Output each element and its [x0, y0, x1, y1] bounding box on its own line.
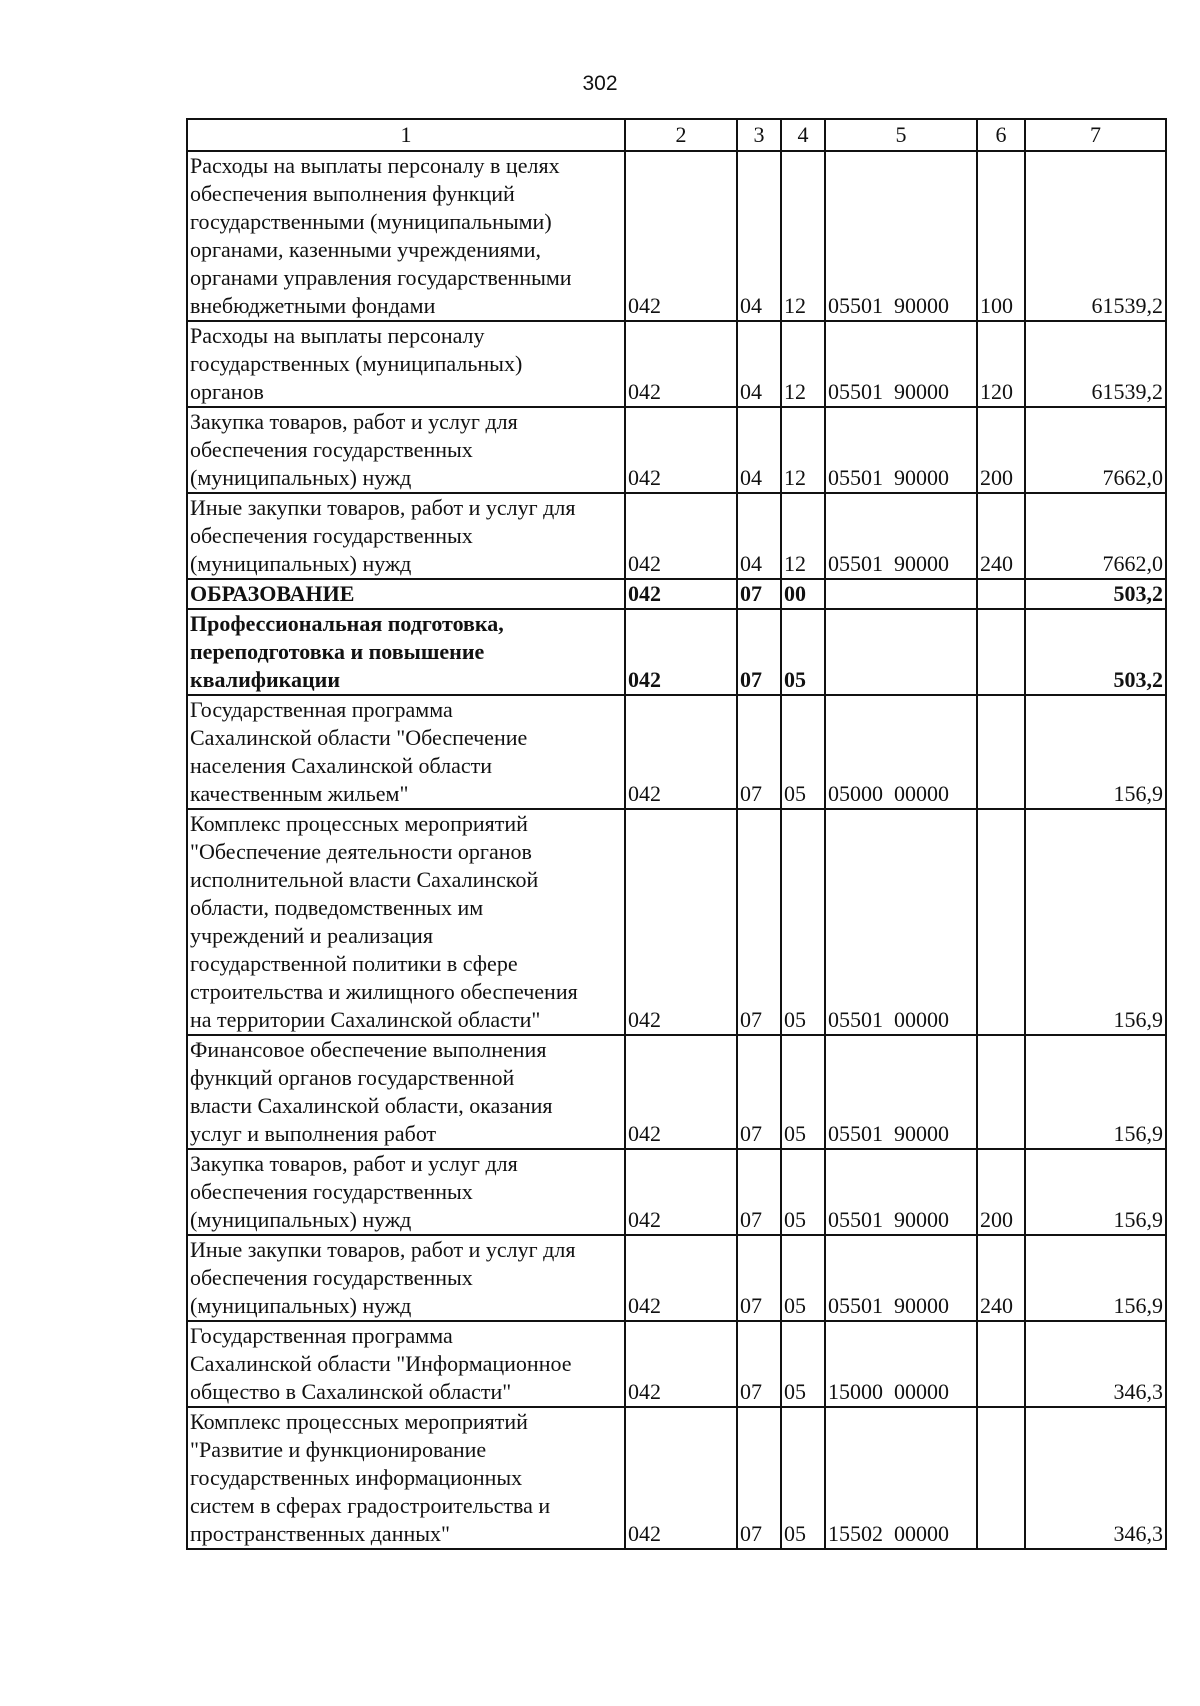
row-target-article: 15000 00000: [825, 1321, 977, 1407]
row-expense-type: [977, 609, 1025, 695]
row-ministry-code: 042: [625, 321, 737, 407]
row-expense-type: [977, 1321, 1025, 1407]
page-number: 302: [582, 72, 618, 95]
row-section-code: 07: [737, 1149, 781, 1235]
row-description: Комплекс процессных мероприятий "Развитие и функционирование государственных информационных систем в сферах градостроительства и пространственных данных": [187, 1407, 625, 1549]
row-section-code: 04: [737, 321, 781, 407]
row-description: ОБРАЗОВАНИЕ: [187, 579, 625, 609]
row-description: Финансовое обеспечение выполнения функций органов государственной власти Сахалинской области, оказания услуг и выполнения работ: [187, 1035, 625, 1149]
row-subsection-code: 05: [781, 1321, 825, 1407]
row-amount: 61539,2: [1025, 321, 1166, 407]
row-target-article: [825, 579, 977, 609]
table-row: [187, 321, 1166, 407]
row-description: Иные закупки товаров, работ и услуг для обеспечения государственных (муниципальных) нужд: [187, 493, 625, 579]
row-target-article: 05501 90000: [825, 321, 977, 407]
row-subsection-code: 00: [781, 579, 825, 609]
row-expense-type: 240: [977, 1235, 1025, 1321]
row-amount: 156,9: [1025, 1035, 1166, 1149]
row-expense-type: 200: [977, 407, 1025, 493]
row-ministry-code: 042: [625, 609, 737, 695]
table-row: [187, 1407, 1166, 1549]
row-target-article: 05501 90000: [825, 1235, 977, 1321]
row-subsection-code: 12: [781, 407, 825, 493]
row-ministry-code: 042: [625, 1235, 737, 1321]
row-amount: 7662,0: [1025, 493, 1166, 579]
header-col-2: 2: [625, 119, 737, 151]
table-row: [187, 407, 1166, 493]
row-ministry-code: 042: [625, 579, 737, 609]
row-subsection-code: 05: [781, 1407, 825, 1549]
row-section-code: 07: [737, 1235, 781, 1321]
table-row: [187, 579, 1166, 609]
row-description: Государственная программа Сахалинской области "Информационное общество в Сахалинской области": [187, 1321, 625, 1407]
row-target-article: [825, 609, 977, 695]
row-amount: 156,9: [1025, 1235, 1166, 1321]
table-row: [187, 809, 1166, 1035]
row-target-article: 05501 00000: [825, 809, 977, 1035]
header-col-4: 4: [781, 119, 825, 151]
row-section-code: 04: [737, 493, 781, 579]
row-amount: 503,2: [1025, 579, 1166, 609]
row-ministry-code: 042: [625, 1321, 737, 1407]
budget-table: [186, 118, 1167, 1550]
row-subsection-code: 12: [781, 493, 825, 579]
row-subsection-code: 05: [781, 1235, 825, 1321]
row-target-article: 05501 90000: [825, 1149, 977, 1235]
row-target-article: 05501 90000: [825, 493, 977, 579]
row-expense-type: [977, 1407, 1025, 1549]
row-expense-type: 120: [977, 321, 1025, 407]
row-description: Иные закупки товаров, работ и услуг для обеспечения государственных (муниципальных) нужд: [187, 1235, 625, 1321]
row-expense-type: [977, 1035, 1025, 1149]
table-header-row: [187, 119, 1166, 151]
row-description: Расходы на выплаты персоналу в целях обеспечения выполнения функций государственными (муниципальными) органами, казенными учреждениями, органами управления государственными внебюджетными фондами: [187, 151, 625, 321]
row-subsection-code: 05: [781, 609, 825, 695]
row-target-article: 05501 90000: [825, 407, 977, 493]
row-section-code: 04: [737, 407, 781, 493]
table-row: [187, 609, 1166, 695]
table-row: [187, 1149, 1166, 1235]
row-expense-type: 240: [977, 493, 1025, 579]
table-row: [187, 1321, 1166, 1407]
row-subsection-code: 05: [781, 1035, 825, 1149]
row-amount: 156,9: [1025, 1149, 1166, 1235]
header-col-7: 7: [1025, 119, 1166, 151]
row-section-code: 07: [737, 1321, 781, 1407]
table-row: [187, 1235, 1166, 1321]
row-target-article: 05501 90000: [825, 1035, 977, 1149]
table-row: [187, 695, 1166, 809]
row-description: Государственная программа Сахалинской области "Обеспечение населения Сахалинской области качественным жильем": [187, 695, 625, 809]
row-section-code: 04: [737, 151, 781, 321]
row-ministry-code: 042: [625, 407, 737, 493]
row-description: Расходы на выплаты персоналу государственных (муниципальных) органов: [187, 321, 625, 407]
row-expense-type: [977, 809, 1025, 1035]
row-amount: 61539,2: [1025, 151, 1166, 321]
row-expense-type: [977, 695, 1025, 809]
header-col-5: 5: [825, 119, 977, 151]
row-expense-type: 100: [977, 151, 1025, 321]
row-description: Профессиональная подготовка, переподготовка и повышение квалификации: [187, 609, 625, 695]
table-row: [187, 493, 1166, 579]
row-description: Закупка товаров, работ и услуг для обеспечения государственных (муниципальных) нужд: [187, 1149, 625, 1235]
row-ministry-code: 042: [625, 809, 737, 1035]
row-description: Комплекс процессных мероприятий "Обеспечение деятельности органов исполнительной власти Сахалинской области, подведомственных им учреждений и реализация государственной политики в сфере строительства и жилищного обеспечения на территории Сахалинской области": [187, 809, 625, 1035]
row-amount: 156,9: [1025, 695, 1166, 809]
row-description: Закупка товаров, работ и услуг для обеспечения государственных (муниципальных) нужд: [187, 407, 625, 493]
row-section-code: 07: [737, 579, 781, 609]
row-expense-type: [977, 579, 1025, 609]
row-section-code: 07: [737, 1407, 781, 1549]
row-subsection-code: 12: [781, 321, 825, 407]
row-ministry-code: 042: [625, 151, 737, 321]
row-subsection-code: 12: [781, 151, 825, 321]
header-col-6: 6: [977, 119, 1025, 151]
row-target-article: 05000 00000: [825, 695, 977, 809]
row-subsection-code: 05: [781, 809, 825, 1035]
table-body: [187, 151, 1166, 1549]
row-subsection-code: 05: [781, 695, 825, 809]
row-expense-type: 200: [977, 1149, 1025, 1235]
row-section-code: 07: [737, 1035, 781, 1149]
row-ministry-code: 042: [625, 1035, 737, 1149]
header-col-3: 3: [737, 119, 781, 151]
row-ministry-code: 042: [625, 695, 737, 809]
header-col-1: 1: [187, 119, 625, 151]
row-ministry-code: 042: [625, 493, 737, 579]
row-section-code: 07: [737, 695, 781, 809]
table-row: [187, 1035, 1166, 1149]
row-section-code: 07: [737, 609, 781, 695]
row-amount: 503,2: [1025, 609, 1166, 695]
row-section-code: 07: [737, 809, 781, 1035]
table-row: [187, 151, 1166, 321]
row-ministry-code: 042: [625, 1149, 737, 1235]
row-amount: 156,9: [1025, 809, 1166, 1035]
row-amount: 7662,0: [1025, 407, 1166, 493]
row-amount: 346,3: [1025, 1321, 1166, 1407]
row-ministry-code: 042: [625, 1407, 737, 1549]
row-subsection-code: 05: [781, 1149, 825, 1235]
row-target-article: 15502 00000: [825, 1407, 977, 1549]
row-target-article: 05501 90000: [825, 151, 977, 321]
row-amount: 346,3: [1025, 1407, 1166, 1549]
